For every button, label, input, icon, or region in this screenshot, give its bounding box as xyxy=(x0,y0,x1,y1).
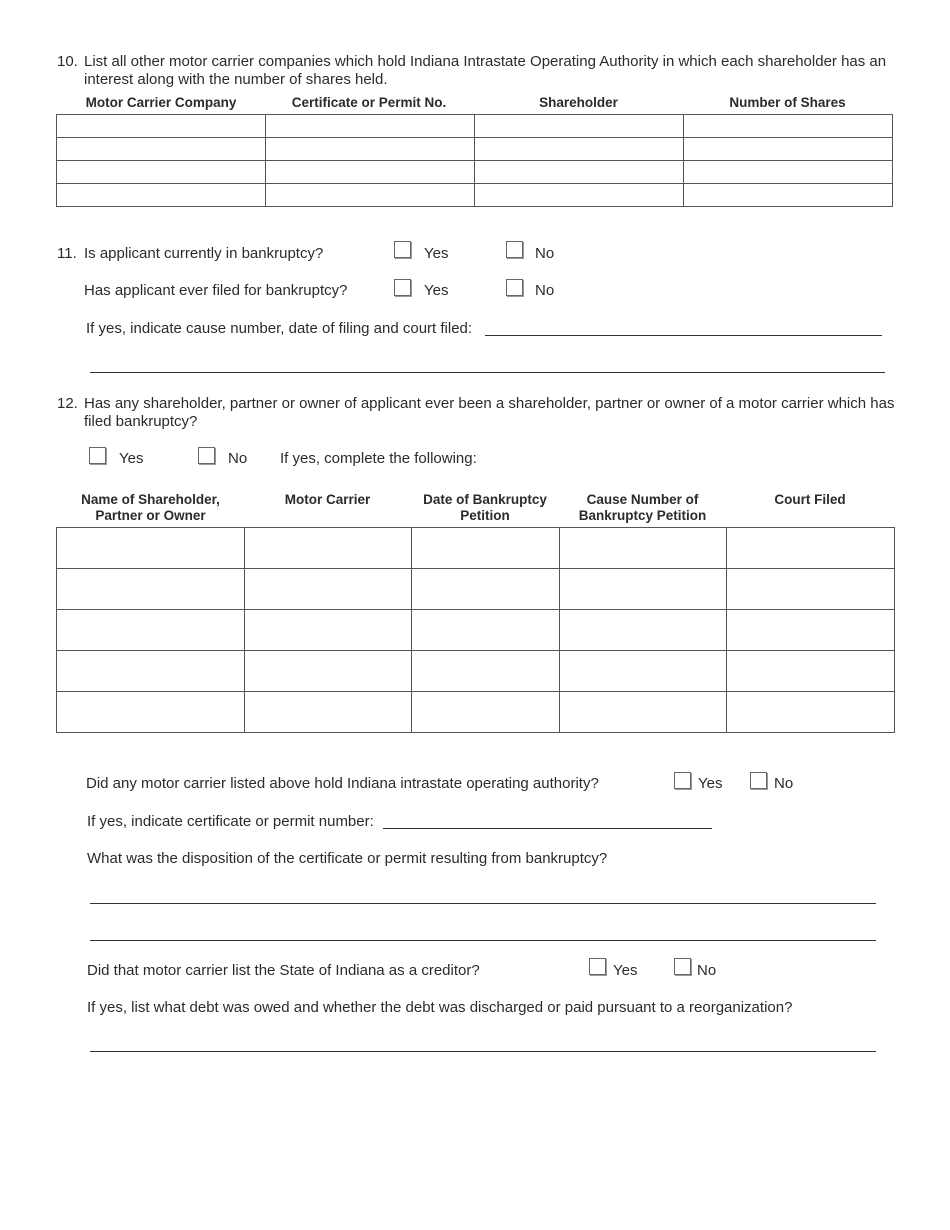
q12-creditor: Did that motor carrier list the State of Indiana as a creditor? xyxy=(87,962,480,979)
table-row xyxy=(57,651,895,692)
q12-header-cause-line1: Cause Number of xyxy=(586,492,699,507)
q10-table xyxy=(56,114,893,207)
q12-hold-authority: Did any motor carrier listed above hold Indiana intrastate operating authority? xyxy=(86,775,599,792)
q12-header-name-line1: Name of Shareholder, xyxy=(81,492,220,507)
q12-header-court xyxy=(726,492,894,508)
q12-header-date-line1: Date of Bankruptcy xyxy=(423,492,547,507)
q12-disposition-line-2[interactable] xyxy=(90,940,876,941)
table-cell[interactable] xyxy=(57,610,245,651)
table-cell[interactable] xyxy=(412,692,560,733)
table-cell[interactable] xyxy=(412,528,560,569)
q12-creditor-yes-label: Yes xyxy=(613,962,638,979)
q12-debt: If yes, list what debt was owed and whether the debt was discharged or paid pursuant to a reorganization? xyxy=(87,999,793,1016)
q10-header-company: Motor Carrier Company xyxy=(85,95,237,110)
q12-permit-number-label: If yes, indicate certificate or permit number: xyxy=(87,813,374,830)
q11-current-no-label: No xyxy=(535,245,555,262)
q12-header-date xyxy=(411,492,559,524)
table-cell[interactable] xyxy=(727,651,895,692)
table-cell[interactable] xyxy=(727,692,895,733)
q12-complete-label: If yes, complete the following: xyxy=(280,450,477,467)
table-cell[interactable] xyxy=(266,138,475,161)
table-cell[interactable] xyxy=(57,528,245,569)
table-cell[interactable] xyxy=(57,569,245,610)
q12-header-court-line1: Court Filed xyxy=(774,492,846,507)
table-cell[interactable] xyxy=(57,161,266,184)
table-cell[interactable] xyxy=(684,115,893,138)
q12-text: Has any shareholder, partner or owner of applicant ever been a shareholder, partner or owner of a motor carrier which has filed bankruptcy? xyxy=(84,395,895,430)
q12-permit-number-field[interactable] xyxy=(383,828,712,829)
table-cell[interactable] xyxy=(727,528,895,569)
table-row xyxy=(57,138,893,161)
table-cell[interactable] xyxy=(266,115,475,138)
table-cell[interactable] xyxy=(475,161,684,184)
table-cell[interactable] xyxy=(560,651,727,692)
q11-number: 11. xyxy=(57,245,77,262)
table-cell[interactable] xyxy=(684,184,893,207)
table-cell[interactable] xyxy=(57,184,266,207)
q10-header-shareholder: Shareholder xyxy=(539,95,618,110)
q12-no-label: No xyxy=(228,450,248,467)
q11-ever-no-label: No xyxy=(535,282,555,299)
q12-yes-checkbox[interactable] xyxy=(89,447,106,464)
table-cell[interactable] xyxy=(560,569,727,610)
q12-header-carrier xyxy=(244,492,411,508)
q12-disposition-line-1[interactable] xyxy=(90,903,876,904)
q12-table xyxy=(56,527,895,733)
q11-ever-yes-checkbox[interactable] xyxy=(394,279,411,296)
q11-extra-line[interactable] xyxy=(90,372,885,373)
q12-disposition: What was the disposition of the certificate or permit resulting from bankruptcy? xyxy=(87,850,608,867)
table-cell[interactable] xyxy=(560,528,727,569)
table-cell[interactable] xyxy=(475,115,684,138)
q10-header-shares: Number of Shares xyxy=(729,95,846,110)
q12-header-date-line2: Petition xyxy=(460,508,510,523)
table-row xyxy=(57,610,895,651)
q11-ever-no-checkbox[interactable] xyxy=(506,279,523,296)
q12-authority-no-checkbox[interactable] xyxy=(750,772,767,789)
q11-current-yes-label: Yes xyxy=(424,245,449,262)
table-row xyxy=(57,161,893,184)
table-cell[interactable] xyxy=(412,651,560,692)
table-cell[interactable] xyxy=(560,610,727,651)
table-cell[interactable] xyxy=(560,692,727,733)
q12-header-name xyxy=(57,492,244,524)
table-cell[interactable] xyxy=(412,610,560,651)
q12-creditor-no-label: No xyxy=(697,962,717,979)
table-cell[interactable] xyxy=(57,651,245,692)
q12-number: 12. xyxy=(57,395,78,412)
table-row xyxy=(57,692,895,733)
q12-authority-yes-checkbox[interactable] xyxy=(674,772,691,789)
q12-header-cause-line2: Bankruptcy Petition xyxy=(578,508,707,523)
table-cell[interactable] xyxy=(412,569,560,610)
q11-if-yes-field[interactable] xyxy=(485,335,882,336)
table-cell[interactable] xyxy=(245,610,412,651)
q12-authority-no-label: No xyxy=(774,775,794,792)
table-cell[interactable] xyxy=(245,651,412,692)
table-cell[interactable] xyxy=(245,569,412,610)
table-row xyxy=(57,569,895,610)
table-cell[interactable] xyxy=(684,138,893,161)
q12-creditor-no-checkbox[interactable] xyxy=(674,958,691,975)
q11-current-yes-checkbox[interactable] xyxy=(394,241,411,258)
table-cell[interactable] xyxy=(57,138,266,161)
table-cell[interactable] xyxy=(475,138,684,161)
q11-if-yes-label: If yes, indicate cause number, date of filing and court filed: xyxy=(86,320,473,337)
q11-ever-filed: Has applicant ever filed for bankruptcy? xyxy=(84,282,348,299)
table-row xyxy=(57,184,893,207)
table-cell[interactable] xyxy=(57,692,245,733)
table-cell[interactable] xyxy=(475,184,684,207)
q11-ever-yes-label: Yes xyxy=(424,282,449,299)
q12-header-cause xyxy=(559,492,726,524)
table-cell[interactable] xyxy=(266,184,475,207)
table-cell[interactable] xyxy=(727,610,895,651)
table-cell[interactable] xyxy=(266,161,475,184)
table-row xyxy=(57,115,893,138)
table-cell[interactable] xyxy=(684,161,893,184)
q12-no-checkbox[interactable] xyxy=(198,447,215,464)
q12-debt-line[interactable] xyxy=(90,1051,876,1052)
q12-header-carrier-line1: Motor Carrier xyxy=(284,492,371,507)
q10-number: 10. xyxy=(57,53,78,70)
q11-current-bankruptcy: Is applicant currently in bankruptcy? xyxy=(84,245,324,262)
table-cell[interactable] xyxy=(245,528,412,569)
q10-text: List all other motor carrier companies which hold Indiana Intrastate Operating Authority in which each shareholder has an interest along with the number of shares held. xyxy=(84,53,887,88)
table-cell[interactable] xyxy=(57,115,266,138)
q12-authority-yes-label: Yes xyxy=(698,775,723,792)
q12-creditor-yes-checkbox[interactable] xyxy=(589,958,606,975)
q11-current-no-checkbox[interactable] xyxy=(506,241,523,258)
table-row xyxy=(57,528,895,569)
table-cell[interactable] xyxy=(245,692,412,733)
q12-header-name-line2: Partner or Owner xyxy=(95,508,206,523)
q12-yes-label: Yes xyxy=(119,450,144,467)
q10-header-certificate: Certificate or Permit No. xyxy=(291,95,447,110)
table-cell[interactable] xyxy=(727,569,895,610)
